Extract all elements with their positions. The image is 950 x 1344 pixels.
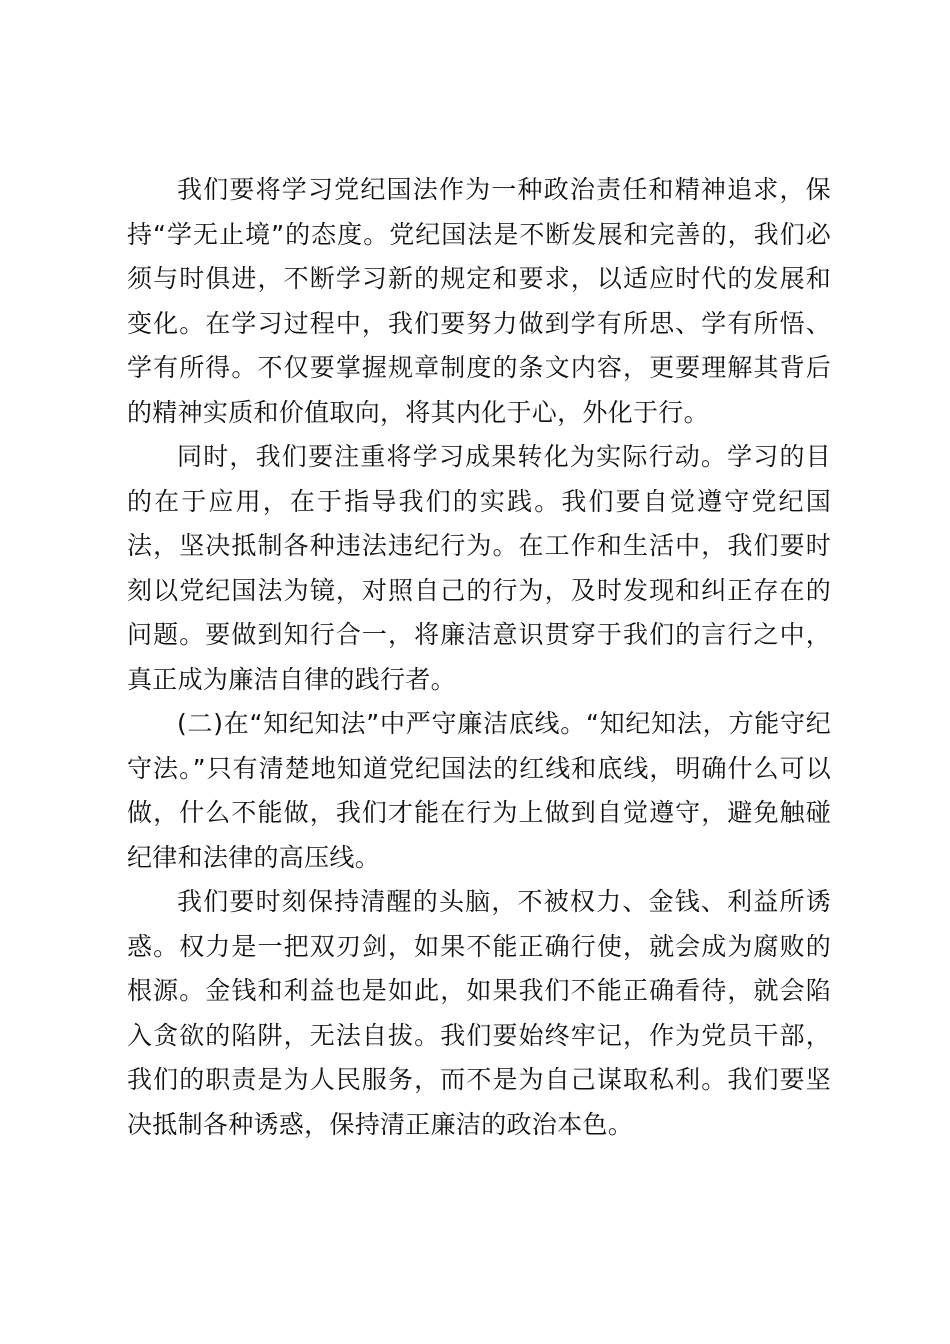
paragraph-section-two-heading: (二)在“知纪知法”中严守廉洁底线。“知纪知法，方能守纪守法。”只有清楚地知道党纪国法的红线和底线，明确什么可以做，什么不能做，我们才能在行为上做到自觉遵守，避免触碰纪律和法律的高压线。 <box>127 709 831 872</box>
document-body <box>127 168 831 1147</box>
paragraph-study-as-responsibility: 我们要将学习党纪国法作为一种政治责任和精神追求，保持“学无止境”的态度。党纪国法是不断发展和完善的，我们必须与时俱进，不断学习新的规定和要求，以适应时代的发展和变化。在学习过程中，我们要努力做到学有所思、学有所悟、学有所得。不仅要掌握规章制度的条文内容，更要理解其背后的精神实质和价值取向，将其内化于心，外化于行。 <box>127 175 831 427</box>
paragraph-turn-learning-into-action: 同时，我们要注重将学习成果转化为实际行动。学习的目的在于应用，在于指导我们的实践。我们要自觉遵守党纪国法，坚决抵制各种违法违纪行为。在工作和生活中，我们要时刻以党纪国法为镜，对照自己的行为，及时发现和纠正存在的问题。要做到知行合一，将廉洁意识贯穿于我们的言行之中，真正成为廉洁自律的践行者。 <box>127 442 831 694</box>
paragraph-resist-temptation: 我们要时刻保持清醒的头脑，不被权力、金钱、利益所诱惑。权力是一把双刃剑，如果不能正确行使，就会成为腐败的根源。金钱和利益也是如此，如果我们不能正确看待，就会陷入贪欲的陷阱，无法自拔。我们要始终牢记，作为党员干部，我们的职责是为人民服务，而不是为自己谋取私利。我们要坚决抵制各种诱惑，保持清正廉洁的政治本色。 <box>127 887 831 1139</box>
